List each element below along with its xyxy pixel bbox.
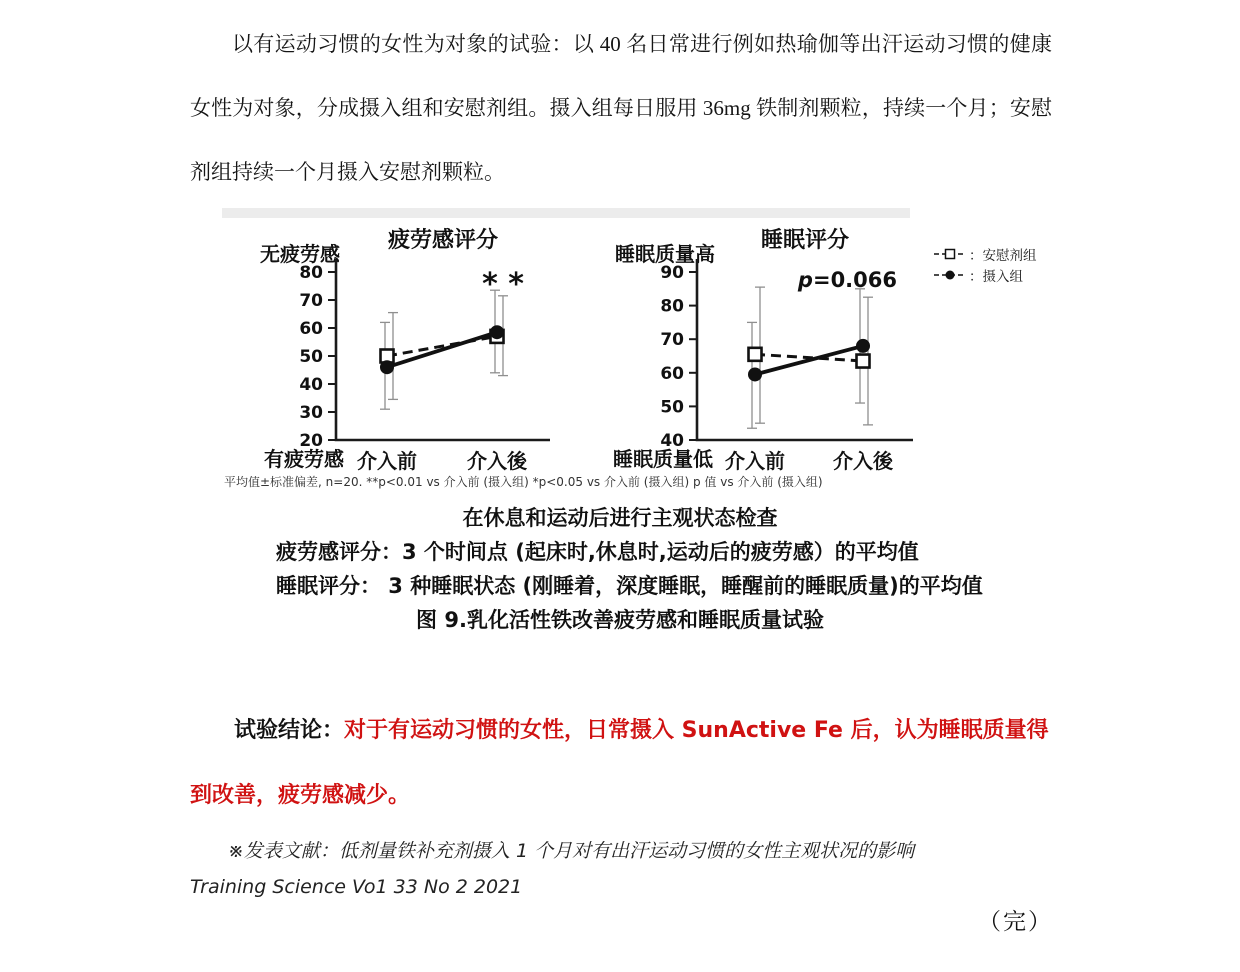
end-mark: （完）	[978, 909, 1053, 935]
intro-paragraph: 以有运动习惯的女性为对象的试验：以 40 名日常进行例如热瑜伽等出汗运动习惯的健康女性为对象，分成摄入组和安慰剂组。摄入组每日服用 36mg 铁制剂颗粒，持续一个月；安慰剂组持续一个月摄入安慰剂颗粒。	[190, 32, 1052, 184]
svg-text:无疲劳感: 无疲劳感	[260, 242, 340, 266]
figure-image	[222, 208, 922, 500]
citation-block	[190, 833, 1070, 905]
caption-line-3: 睡眠评分： 3 种睡眠状态 (刚睡着，深度睡眠，睡醒前的睡眠质量)的平均值	[276, 574, 983, 598]
svg-text:90: 90	[660, 263, 684, 283]
svg-text:80: 80	[660, 296, 684, 317]
sleep-score-chart	[567, 213, 922, 498]
svg-text:睡眠质量低: 睡眠质量低	[613, 447, 713, 471]
circle-filled-marker-icon	[933, 269, 967, 281]
svg-text:20: 20	[299, 431, 323, 451]
svg-text:有疲劳感: 有疲劳感	[264, 447, 344, 471]
caption-line-4: 图 9.乳化活性铁改善疲劳感和睡眠质量试验	[416, 608, 824, 632]
svg-text:* *: * *	[482, 267, 524, 302]
legend-item-placebo	[933, 243, 1037, 264]
conclusion-text: 对于有运动习惯的女性，日常摄入 SunActive Fe 后，认为睡眠质量得到改善，疲劳感减少。	[190, 718, 1049, 808]
svg-text:介入後: 介入後	[833, 449, 893, 473]
svg-text:睡眠评分: 睡眠评分	[760, 228, 850, 253]
svg-text:介入後: 介入後	[467, 449, 527, 473]
svg-text:40: 40	[299, 375, 323, 395]
legend-label-intake: 摄入组	[982, 268, 1023, 285]
caption-line-1: 在休息和运动后进行主观状态检查	[462, 506, 778, 530]
svg-text:50: 50	[299, 347, 323, 367]
svg-text:睡眠质量高: 睡眠质量高	[615, 242, 715, 266]
citation-line-1: ※发表文献：低剂量铁补充剂摄入 1 个月对有出汗运动习惯的女性主观状况的影响	[228, 840, 915, 862]
svg-text:50: 50	[660, 397, 684, 418]
chart-legend	[933, 243, 1037, 285]
svg-text:p=0.066: p=0.066	[797, 268, 897, 292]
svg-text:30: 30	[299, 403, 323, 423]
legend-label-placebo: 安慰剂组	[982, 247, 1037, 264]
svg-text:60: 60	[299, 319, 323, 339]
legend-item-intake	[933, 264, 1037, 285]
svg-text:介入前: 介入前	[357, 449, 417, 473]
svg-text:70: 70	[299, 291, 323, 311]
svg-text:70: 70	[660, 330, 684, 351]
conclusion-label: 试验结论：	[234, 718, 345, 743]
svg-text:80: 80	[299, 263, 323, 283]
svg-text:介入前: 介入前	[725, 449, 785, 473]
svg-text:60: 60	[660, 363, 684, 384]
legend-separator: ：	[969, 268, 983, 285]
figure-caption	[190, 501, 1050, 637]
caption-line-2: 疲劳感评分：3 个时间点 (起床时,休息时,运动后的疲劳感）的平均值	[276, 540, 919, 564]
citation-line-2: Training Science Vo1 33 No 2 2021	[190, 876, 523, 898]
svg-text:40: 40	[660, 431, 684, 451]
conclusion-paragraph	[190, 698, 1056, 828]
square-open-marker-icon	[933, 248, 967, 260]
figure-footnote: 平均值±标准偏差, n=20. **p<0.01 vs 介入前 (摄入组) *p<0.05 vs 介入前 (摄入组) p 值 vs 介入前 (摄入组)	[224, 475, 823, 489]
legend-separator: ：	[969, 247, 983, 264]
fatigue-score-chart	[222, 213, 567, 498]
svg-text:疲劳感评分: 疲劳感评分	[387, 228, 499, 253]
